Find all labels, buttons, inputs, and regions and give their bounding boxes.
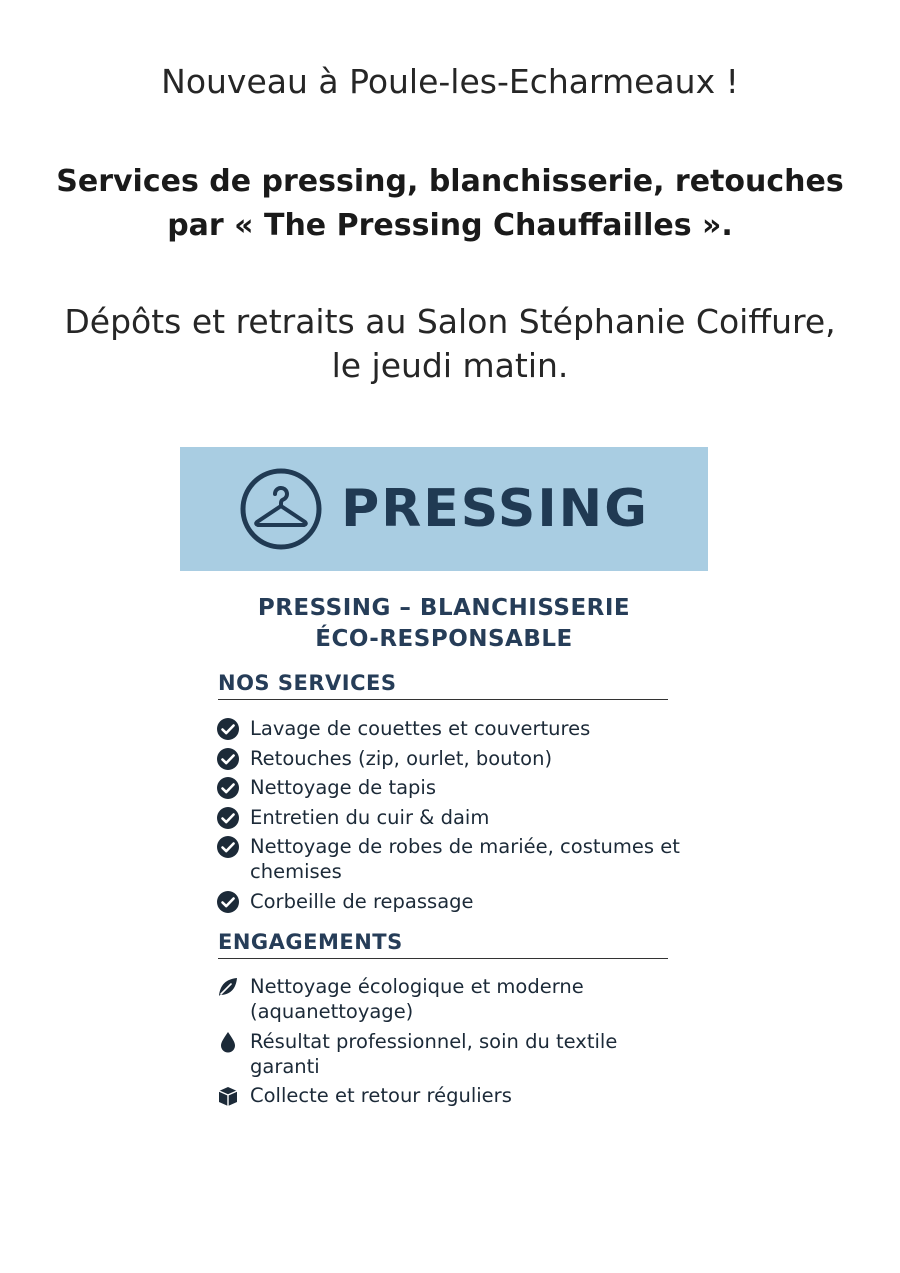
check-circle-icon	[216, 747, 240, 771]
intro-line-3b: le jeudi matin.	[331, 346, 569, 385]
intro-line-1: Nouveau à Poule-les-Echarmeaux !	[161, 62, 739, 101]
intro-pickup	[0, 300, 900, 388]
check-circle-icon	[216, 717, 240, 741]
intro-announcement	[0, 60, 900, 104]
check-circle-icon	[216, 776, 240, 800]
list-item	[216, 746, 686, 771]
list-item-text: Corbeille de repassage	[250, 889, 474, 913]
list-item	[216, 834, 686, 884]
engagements-title: ENGAGEMENTS	[218, 930, 668, 959]
check-circle-icon	[216, 806, 240, 830]
list-item	[216, 775, 686, 800]
list-item-text: Collecte et retour réguliers	[250, 1084, 512, 1107]
hanger-icon	[239, 467, 323, 551]
list-item-text: Nettoyage de tapis	[250, 776, 436, 799]
pressing-banner	[180, 447, 708, 571]
list-item	[216, 1029, 686, 1079]
engagements-list	[216, 974, 686, 1113]
services-title: NOS SERVICES	[218, 671, 668, 700]
headline	[180, 593, 708, 655]
check-circle-icon	[216, 890, 240, 914]
list-item	[216, 716, 686, 741]
headline-line-2: ÉCO-RESPONSABLE	[315, 626, 573, 652]
list-item	[216, 974, 686, 1024]
box-icon	[216, 1084, 240, 1108]
list-item-text: Lavage de couettes et couvertures	[250, 717, 591, 740]
leaf-icon	[216, 975, 240, 999]
intro-line-3a: Dépôts et retraits au Salon Stéphanie Coiffure,	[64, 302, 836, 341]
water-drop-icon	[216, 1030, 240, 1054]
list-item-text: Résultat professionnel, soin du textile garanti	[250, 1029, 618, 1078]
banner-title: PRESSING	[341, 479, 649, 539]
check-circle-icon	[216, 835, 240, 859]
intro-line-2a: Services de pressing, blanchisserie, retouches	[56, 164, 844, 199]
list-item-text: Retouches (zip, ourlet, bouton)	[250, 746, 553, 770]
list-item	[216, 805, 686, 830]
intro-services	[0, 160, 900, 248]
intro-line-2b: par « The Pressing Chauffailles ».	[167, 208, 733, 243]
list-item-text: Entretien du cuir & daim	[250, 805, 490, 829]
services-list	[216, 716, 686, 918]
headline-line-1: PRESSING – BLANCHISSERIE	[257, 595, 631, 621]
list-item	[216, 889, 686, 914]
list-item-text: Nettoyage écologique et moderne (aquanettoyage)	[250, 975, 584, 1023]
list-item	[216, 1083, 686, 1108]
list-item-text: Nettoyage de robes de mariée, costumes et chemises	[250, 835, 680, 883]
